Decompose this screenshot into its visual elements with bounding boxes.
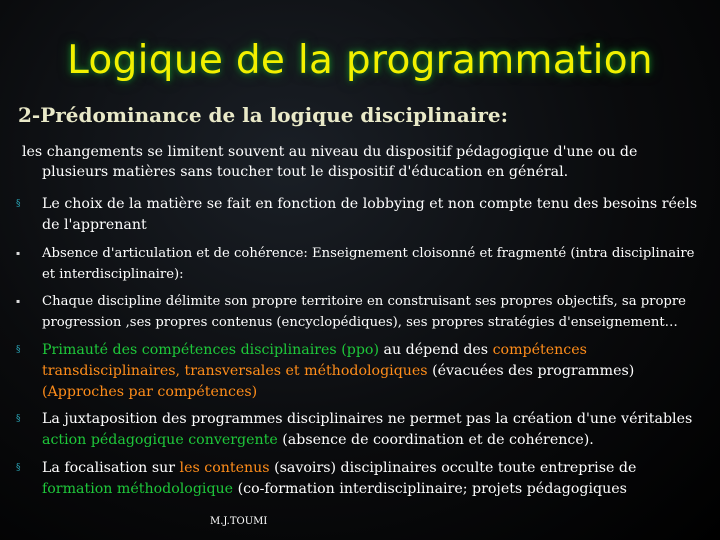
highlight-text: (Approches par compétences) [42,384,258,400]
bullet-icon: ▪ [16,298,21,305]
bullet-item [14,340,704,403]
plain-text: (co-formation interdisciplinaire; projets pédagogiques [233,481,627,497]
highlight-text: compétences transdisciplinaires, transversales et méthodologiques [42,342,587,379]
bullet-item [14,409,704,451]
bullet-item [14,243,704,285]
bullet-item [14,194,704,236]
bullet-icon: § [16,345,21,355]
intro-paragraph [22,142,702,182]
plain-text: au dépend des [379,342,493,358]
intro-line-1: les changements se limitent souvent au niveau du dispositif pédagogique d'une ou de [22,144,638,160]
plain-text: La juxtaposition des programmes disciplinaires ne permet pas la création d'une véritables [42,411,693,427]
highlight-text: les contenus [179,460,270,476]
highlight-text: (ppo) [341,342,380,358]
plain-text: (évacuées des programmes) [427,363,635,379]
bullet-text: Le choix de la matière se fait en fonction de lobbying et non compte tenu des besoins réels de l'apprenant [42,196,698,233]
bullet-text [42,409,704,451]
bullet-text [42,458,704,500]
bullet-text: Absence d'articulation et de cohérence: Enseignement cloisonné et fragmenté (intra disciplinaire et interdisciplinaire): [42,246,695,282]
plain-text: La focalisation sur [42,460,180,476]
plain-text: (absence de coordination et de cohérence). [277,432,594,448]
bullet-text: Chaque discipline délimite son propre territoire en construisant ses propres objectifs, sa propre progression ,ses propres contenus (encyclopédiques), ses propres stratégies d'enseignement… [42,294,686,330]
slide-title: Logique de la programmation [67,38,653,83]
highlight-text: formation méthodologique [42,481,234,497]
bullet-text [42,340,704,403]
bullet-item [14,458,704,500]
footer-author: M.J.TOUMI [210,516,268,527]
bullet-icon: § [16,463,21,473]
bullet-icon: ▪ [16,250,21,257]
slide-subtitle: 2-Prédominance de la logique disciplinaire: [18,103,508,127]
intro-line-2: plusieurs matières sans toucher tout le dispositif d'éducation en général. [42,164,569,180]
highlight-text: Primauté des compétences disciplinaires [42,342,342,358]
highlight-text: action pédagogique convergente [42,432,278,448]
bullet-icon: § [16,199,21,209]
bullet-icon: § [16,414,21,424]
plain-text: (savoirs) disciplinaires occulte toute entreprise de [269,460,637,476]
bullet-item [14,291,704,333]
